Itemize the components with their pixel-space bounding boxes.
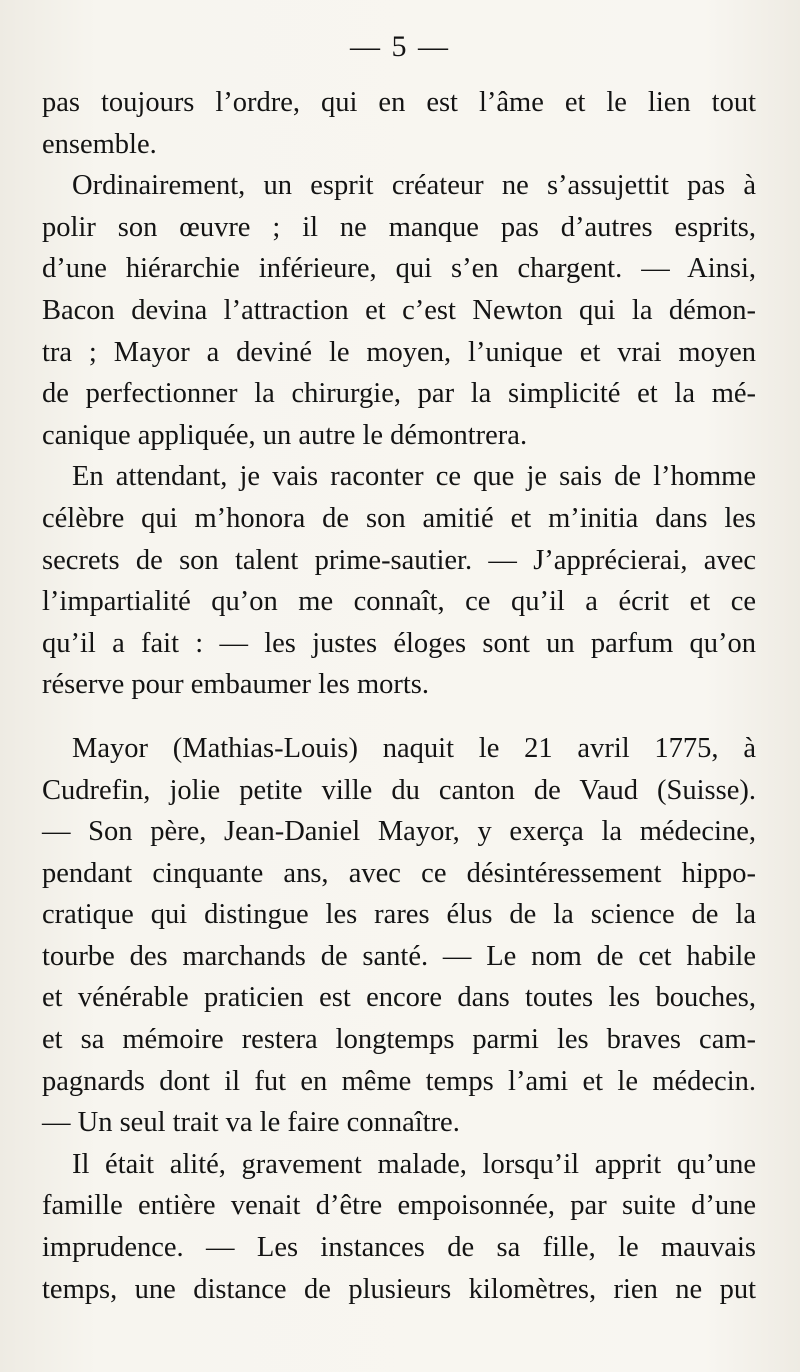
paragraph bbox=[42, 1144, 756, 1310]
text-line: ensemble. bbox=[42, 128, 157, 160]
text-line: Mayor (Mathias-Louis) naquit le 21 avril 1775, à bbox=[72, 732, 756, 764]
text-line: et sa mémoire restera longtemps parmi les braves cam- bbox=[42, 1024, 756, 1056]
text-line: et vénérable praticien est encore dans toutes les bouches, bbox=[42, 982, 756, 1014]
text-line: de perfectionner la chirurgie, par la simplicité et la mé- bbox=[42, 378, 756, 410]
text-line: temps, une distance de plusieurs kilomètres, rien ne put bbox=[42, 1273, 756, 1305]
text-line: secrets de son talent prime-sautier. — J’apprécierai, avec bbox=[42, 544, 756, 576]
text-line: polir son œuvre ; il ne manque pas d’autres esprits, bbox=[42, 211, 756, 243]
page-number: — 5 — bbox=[350, 30, 450, 63]
text-line: célèbre qui m’honora de son amitié et m’initia dans les bbox=[42, 502, 756, 534]
text-line: d’une hiérarchie inférieure, qui s’en chargent. — Ainsi, bbox=[42, 253, 756, 285]
text-line: pendant cinquante ans, avec ce désintéressement hippo- bbox=[42, 857, 756, 889]
paragraph bbox=[42, 456, 756, 706]
text-line: Il était alité, gravement malade, lorsqu’il apprit qu’une bbox=[72, 1148, 756, 1180]
paragraph bbox=[42, 82, 756, 165]
paragraph-gap bbox=[42, 706, 756, 728]
text-line: réserve pour embaumer les morts. bbox=[42, 669, 429, 701]
text-line: Bacon devina l’attraction et c’est Newton qui la démon- bbox=[42, 294, 756, 326]
text-line: En attendant, je vais raconter ce que je sais de l’homme bbox=[72, 461, 756, 493]
text-line: imprudence. — Les instances de sa fille, le mauvais bbox=[42, 1232, 756, 1264]
text-line: pagnards dont il fut en même temps l’ami et le médecin. bbox=[42, 1065, 756, 1097]
paragraph bbox=[42, 165, 756, 456]
text-line: Ordinairement, un esprit créateur ne s’assujettit pas à bbox=[72, 170, 756, 202]
text-line: tra ; Mayor a deviné le moyen, l’unique et vrai moyen bbox=[42, 336, 756, 368]
text-line: l’impartialité qu’on me connaît, ce qu’il a écrit et ce bbox=[42, 586, 756, 618]
body-text bbox=[42, 82, 756, 1310]
text-line: qu’il a fait : — les justes éloges sont un parfum qu’on bbox=[42, 627, 756, 659]
text-line: famille entière venait d’être empoisonnée, par suite d’une bbox=[42, 1190, 756, 1222]
text-line: — Un seul trait va le faire connaître. bbox=[42, 1107, 460, 1139]
text-line: — Son père, Jean-Daniel Mayor, y exerça la médecine, bbox=[42, 816, 756, 848]
text-line: cratique qui distingue les rares élus de la science de la bbox=[42, 899, 756, 931]
text-line: tourbe des marchands de santé. — Le nom de cet habile bbox=[42, 940, 756, 972]
paragraph bbox=[42, 728, 756, 1144]
text-line: Cudrefin, jolie petite ville du canton de Vaud (Suisse). bbox=[42, 774, 756, 806]
text-line: canique appliquée, un autre le démontrera. bbox=[42, 419, 528, 451]
text-line: pas toujours l’ordre, qui en est l’âme et le lien tout bbox=[42, 87, 756, 118]
